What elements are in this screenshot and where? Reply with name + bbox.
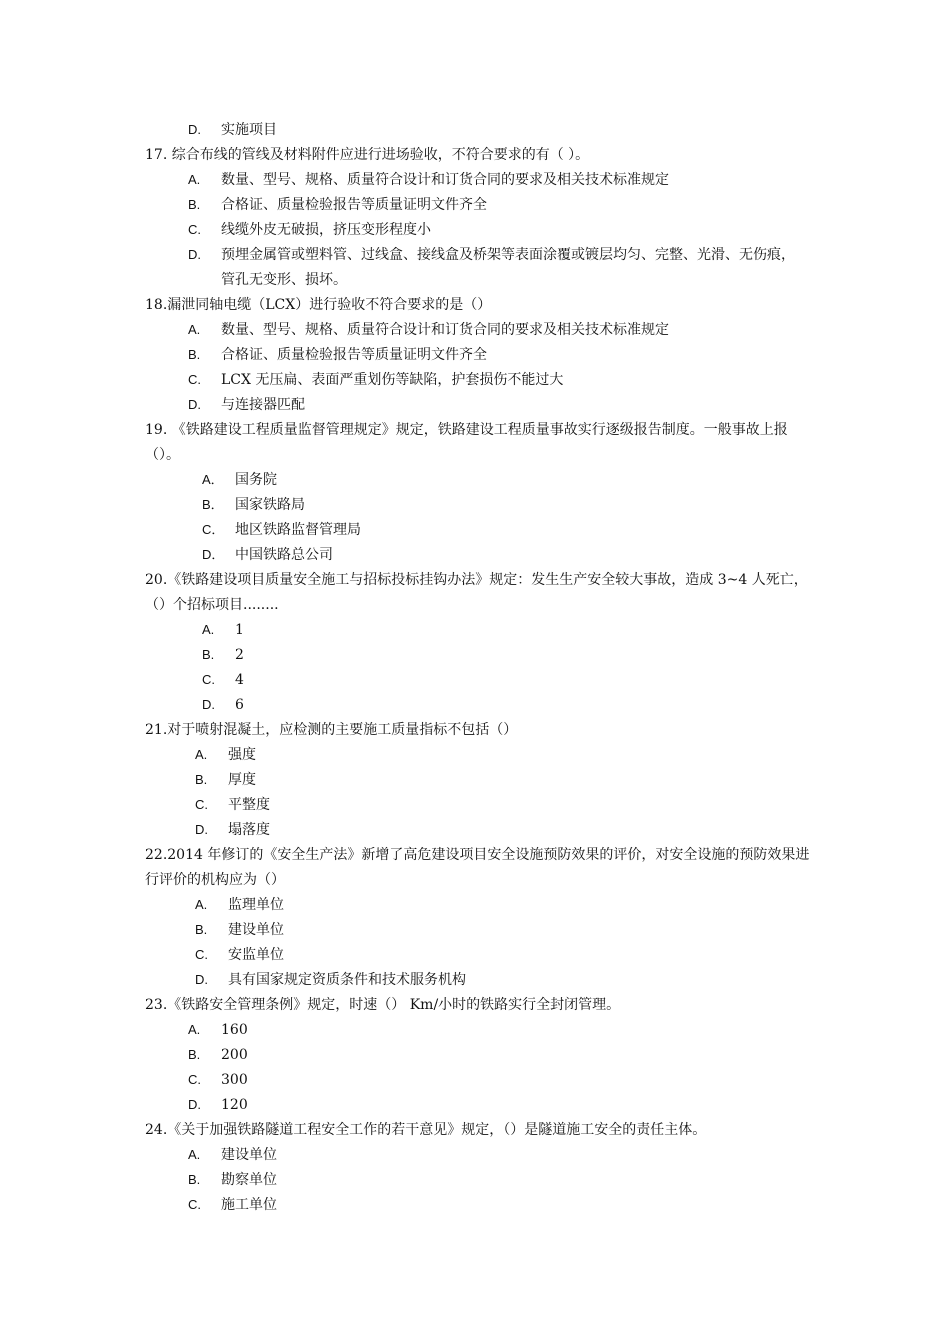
option-letter: B． xyxy=(202,497,224,512)
option-letter: A． xyxy=(202,472,224,487)
question-text: 23.《铁路安全管理条例》规定，时速（） Km/小时的铁路实行全封闭管理。 xyxy=(145,997,621,1013)
option-text: 建设单位 xyxy=(228,922,284,938)
option-letter: C. xyxy=(195,797,208,812)
option-letter: B. xyxy=(195,772,208,787)
question-text: 21.对于喷射混凝土，应检测的主要施工质量指标不包括（） xyxy=(145,722,518,738)
option-text: 国家铁路局 xyxy=(235,497,305,513)
option-letter: B. xyxy=(188,197,201,212)
question-text: 行评价的机构应为（） xyxy=(145,872,285,888)
option-letter: A. xyxy=(202,622,215,637)
option-letter: A. xyxy=(188,1022,201,1037)
option-text: 监理单位 xyxy=(228,897,284,913)
option-text: LCX 无压扁、表面严重划伤等缺陷，护套损伤不能过大 xyxy=(221,372,564,388)
question-text: 24.《关于加强铁路隧道工程安全工作的若干意见》规定，（）是隧道施工安全的责任主体。 xyxy=(145,1122,707,1138)
option-letter: C. xyxy=(188,1197,201,1212)
option-letter: A. xyxy=(188,172,201,187)
question-text: （）。 xyxy=(145,447,180,463)
option-letter: A. xyxy=(188,322,201,337)
option-text: 与连接器匹配 xyxy=(221,397,305,413)
option-text: 300 xyxy=(221,1072,248,1088)
option-letter: B. xyxy=(188,1172,201,1187)
option-letter: C. xyxy=(188,1072,201,1087)
option-text: 合格证、质量检验报告等质量证明文件齐全 xyxy=(221,347,487,363)
option-text: 施工单位 xyxy=(221,1197,277,1213)
option-text: 合格证、质量检验报告等质量证明文件齐全 xyxy=(221,197,487,213)
option-letter: B. xyxy=(188,347,201,362)
option-letter: D. xyxy=(195,822,208,837)
option-text: 2 xyxy=(235,647,244,663)
option-letter: B. xyxy=(202,647,215,662)
option-text: 6 xyxy=(235,697,244,713)
option-letter: A. xyxy=(195,747,208,762)
option-text: 强度 xyxy=(228,747,256,763)
option-text: 具有国家规定资质条件和技术服务机构 xyxy=(228,972,466,988)
option-text: 安监单位 xyxy=(228,947,284,963)
option-letter: B. xyxy=(188,1047,201,1062)
question-text: （）个招标项目........ xyxy=(145,597,279,613)
option-text: 厚度 xyxy=(228,772,256,788)
option-letter: C. xyxy=(202,672,215,687)
question-text: 17. 综合布线的管线及材料附件应进行进场验收，不符合要求的有（ ）。 xyxy=(145,147,590,163)
option-letter: A. xyxy=(188,1147,201,1162)
option-letter: C． xyxy=(202,522,225,537)
option-text: 地区铁路监督管理局 xyxy=(235,522,361,538)
option-text: 勘察单位 xyxy=(221,1172,277,1188)
option-letter: D. xyxy=(188,1097,201,1112)
option-text: 国务院 xyxy=(235,472,277,488)
option-letter: A. xyxy=(195,897,208,912)
option-text: 200 xyxy=(221,1047,248,1063)
option-text: 实施项目 xyxy=(221,122,277,138)
option-letter: C. xyxy=(188,372,201,387)
option-text: 平整度 xyxy=(228,797,270,813)
option-text: 1 xyxy=(235,622,244,638)
option-letter: D. xyxy=(188,122,201,137)
option-text: 数量、型号、规格、质量符合设计和订货合同的要求及相关技术标准规定 xyxy=(221,172,669,188)
option-letter: B. xyxy=(195,922,208,937)
option-text: 预埋金属管或塑料管、过线盒、接线盒及桥架等表面涂覆或镀层均匀、完整、光滑、无伤痕， xyxy=(221,247,795,263)
option-letter: D. xyxy=(202,697,215,712)
question-text: 18.漏泄同轴电缆（LCX）进行验收不符合要求的是（） xyxy=(145,297,492,313)
option-text: 中国铁路总公司 xyxy=(235,547,333,563)
question-text: 19. 《铁路建设工程质量监督管理规定》规定，铁路建设工程质量事故实行逐级报告制度。一般事故上报 xyxy=(145,422,788,438)
option-letter: D. xyxy=(188,397,201,412)
option-text: 建设单位 xyxy=(221,1147,277,1163)
option-letter: C. xyxy=(188,222,201,237)
question-text: 20.《铁路建设项目质量安全施工与招标投标挂钩办法》规定：发生生产安全较大事故，造成 3~4 人死亡， xyxy=(145,572,808,588)
option-text: 数量、型号、规格、质量符合设计和订货合同的要求及相关技术标准规定 xyxy=(221,322,669,338)
option-letter: C. xyxy=(195,947,208,962)
option-text: 4 xyxy=(235,672,244,688)
option-text: 120 xyxy=(221,1097,248,1113)
option-text: 塌落度 xyxy=(228,822,270,838)
option-letter: D. xyxy=(188,247,201,262)
option-text: 160 xyxy=(221,1022,248,1038)
option-letter: D. xyxy=(195,972,208,987)
option-letter: D． xyxy=(202,547,225,562)
option-text: 线缆外皮无破损，挤压变形程度小 xyxy=(221,222,431,238)
option-continuation-text: 管孔无变形、损坏。 xyxy=(221,272,347,288)
question-text: 22.2014 年修订的《安全生产法》新增了高危建设项目安全设施预防效果的评价，对安全设施的预防效果进 xyxy=(145,847,810,863)
